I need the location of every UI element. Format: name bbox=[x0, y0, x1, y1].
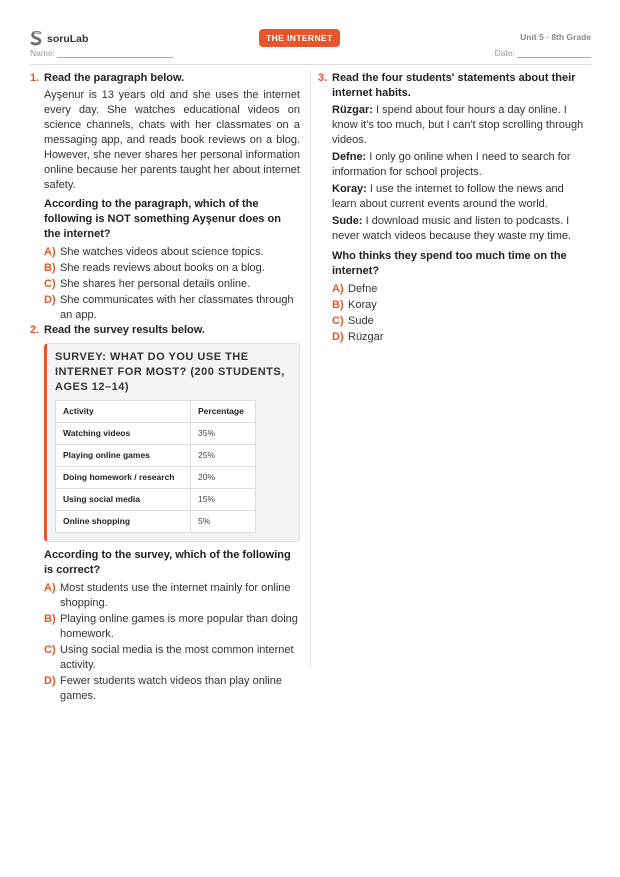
table-row bbox=[56, 467, 256, 489]
option-c[interactable] bbox=[44, 277, 300, 292]
option-a[interactable] bbox=[44, 245, 300, 260]
question-number: 1. bbox=[30, 72, 40, 84]
table-row bbox=[56, 423, 256, 445]
question-text: Who thinks they spend too much time on the internet? bbox=[332, 250, 567, 277]
option-b[interactable] bbox=[332, 298, 590, 313]
student-statement bbox=[332, 150, 590, 180]
option-text: Koray bbox=[348, 299, 377, 311]
statement-text: I spend about four hours a day online. I know it's too much, but I can't stop scrolling through videos. bbox=[332, 104, 584, 146]
question-text: According to the paragraph, which of the following is NOT something Ayşenur does on the internet? bbox=[44, 198, 281, 240]
option-letter: C) bbox=[332, 315, 344, 327]
activity-cell: Using social media bbox=[56, 489, 191, 511]
statement-text: I download music and listen to podcasts. I never watch videos because they waste my time. bbox=[332, 215, 572, 242]
question-heading: Read the paragraph below. bbox=[44, 72, 185, 84]
reading-paragraph: Ayşenur is 13 years old and she uses the internet every day. She watches educational videos on science channels, chats with her classmates on a messaging app, and reads book reviews on a blog. However, she never shares her personal information online because her parents taught her about internet safety. bbox=[44, 89, 300, 191]
activity-cell: Doing homework / research bbox=[56, 467, 191, 489]
option-d[interactable] bbox=[332, 330, 590, 345]
name-line[interactable] bbox=[57, 49, 173, 58]
option-letter: B) bbox=[332, 299, 344, 311]
question-heading: Read the survey results below. bbox=[44, 324, 205, 336]
column-divider bbox=[310, 70, 311, 667]
student-name: Rüzgar: bbox=[332, 104, 373, 116]
question-number: 3. bbox=[318, 72, 328, 84]
activity-cell: Online shopping bbox=[56, 511, 191, 533]
student-name: Sude: bbox=[332, 215, 363, 227]
question-3 bbox=[318, 71, 590, 346]
option-letter: A) bbox=[44, 582, 56, 594]
option-letter: B) bbox=[44, 262, 56, 274]
name-label: Name: bbox=[30, 48, 56, 58]
column-header: Percentage bbox=[191, 401, 256, 423]
answer-options bbox=[44, 581, 300, 704]
student-statement bbox=[332, 182, 590, 212]
percentage-cell: 20% bbox=[191, 467, 256, 489]
option-b[interactable] bbox=[44, 612, 300, 642]
option-text: Sude bbox=[348, 315, 374, 327]
option-letter: A) bbox=[332, 283, 344, 295]
question-1-heading bbox=[30, 71, 300, 86]
option-a[interactable] bbox=[44, 581, 300, 611]
survey-title: SURVEY: WHAT DO YOU USE THE INTERNET FOR MOST? (200 STUDENTS, AGES 12–14) bbox=[55, 351, 285, 393]
date-line[interactable] bbox=[517, 49, 591, 58]
table-header-row bbox=[56, 401, 256, 423]
option-d[interactable] bbox=[44, 293, 300, 323]
activity-cell: Watching videos bbox=[56, 423, 191, 445]
option-text: She watches videos about science topics. bbox=[60, 246, 264, 258]
option-text: She communicates with her classmates through an app. bbox=[60, 294, 294, 321]
activity-cell: Playing online games bbox=[56, 445, 191, 467]
student-statement bbox=[332, 103, 590, 148]
statement-text: I use the internet to follow the news and learn about current events around the world. bbox=[332, 183, 564, 210]
question-2-heading bbox=[30, 323, 300, 338]
option-letter: C) bbox=[44, 278, 56, 290]
option-letter: B) bbox=[44, 613, 56, 625]
date-label: Date: bbox=[494, 48, 515, 58]
survey-table bbox=[55, 400, 256, 533]
brand-name: soruLab bbox=[47, 32, 89, 45]
question-3-heading bbox=[318, 71, 590, 101]
answer-options bbox=[332, 282, 590, 345]
option-a[interactable] bbox=[332, 282, 590, 297]
answer-options bbox=[44, 245, 300, 323]
percentage-cell: 15% bbox=[191, 489, 256, 511]
option-letter: D) bbox=[44, 294, 56, 306]
option-letter: D) bbox=[44, 675, 56, 687]
question-1 bbox=[30, 71, 300, 324]
question-heading: Read the four students' statements about their internet habits. bbox=[332, 72, 576, 99]
option-c[interactable] bbox=[44, 643, 300, 673]
option-text: Fewer students watch videos than play online games. bbox=[60, 675, 282, 702]
page-header bbox=[30, 29, 591, 49]
table-row bbox=[56, 489, 256, 511]
option-text: Defne bbox=[348, 283, 378, 295]
question-text: According to the survey, which of the following is correct? bbox=[44, 549, 291, 576]
table-row bbox=[56, 445, 256, 467]
question-number: 2. bbox=[30, 324, 40, 336]
option-text: She shares her personal details online. bbox=[60, 278, 251, 290]
option-text: Using social media is the most common internet activity. bbox=[60, 644, 294, 671]
option-text: Playing online games is more popular than doing homework. bbox=[60, 613, 298, 640]
option-letter: D) bbox=[332, 331, 344, 343]
option-letter: C) bbox=[44, 644, 56, 656]
header-divider bbox=[30, 64, 591, 65]
grade-label: Unit 5 · 8th Grade bbox=[520, 32, 591, 42]
option-c[interactable] bbox=[332, 314, 590, 329]
percentage-cell: 5% bbox=[191, 511, 256, 533]
option-d[interactable] bbox=[44, 674, 300, 704]
student-name: Defne: bbox=[332, 151, 367, 163]
name-field[interactable] bbox=[30, 48, 173, 58]
percentage-cell: 35% bbox=[191, 423, 256, 445]
question-2 bbox=[30, 323, 300, 705]
student-statement bbox=[332, 214, 590, 244]
student-name: Koray: bbox=[332, 183, 367, 195]
sorulab-logo-icon bbox=[30, 31, 43, 46]
table-row bbox=[56, 511, 256, 533]
column-header: Activity bbox=[56, 401, 191, 423]
option-text: Rüzgar bbox=[348, 331, 384, 343]
date-field[interactable] bbox=[495, 48, 591, 58]
option-letter: A) bbox=[44, 246, 56, 258]
brand bbox=[30, 31, 88, 46]
option-b[interactable] bbox=[44, 261, 300, 276]
name-date-row bbox=[30, 48, 591, 60]
percentage-cell: 25% bbox=[191, 445, 256, 467]
survey-box bbox=[44, 343, 300, 542]
option-text: Most students use the internet mainly for online shopping. bbox=[60, 582, 291, 609]
topic-badge: THE INTERNET bbox=[259, 29, 340, 47]
statement-text: I only go online when I need to search for information for school projects. bbox=[332, 151, 571, 178]
option-text: She reads reviews about books on a blog. bbox=[60, 262, 265, 274]
